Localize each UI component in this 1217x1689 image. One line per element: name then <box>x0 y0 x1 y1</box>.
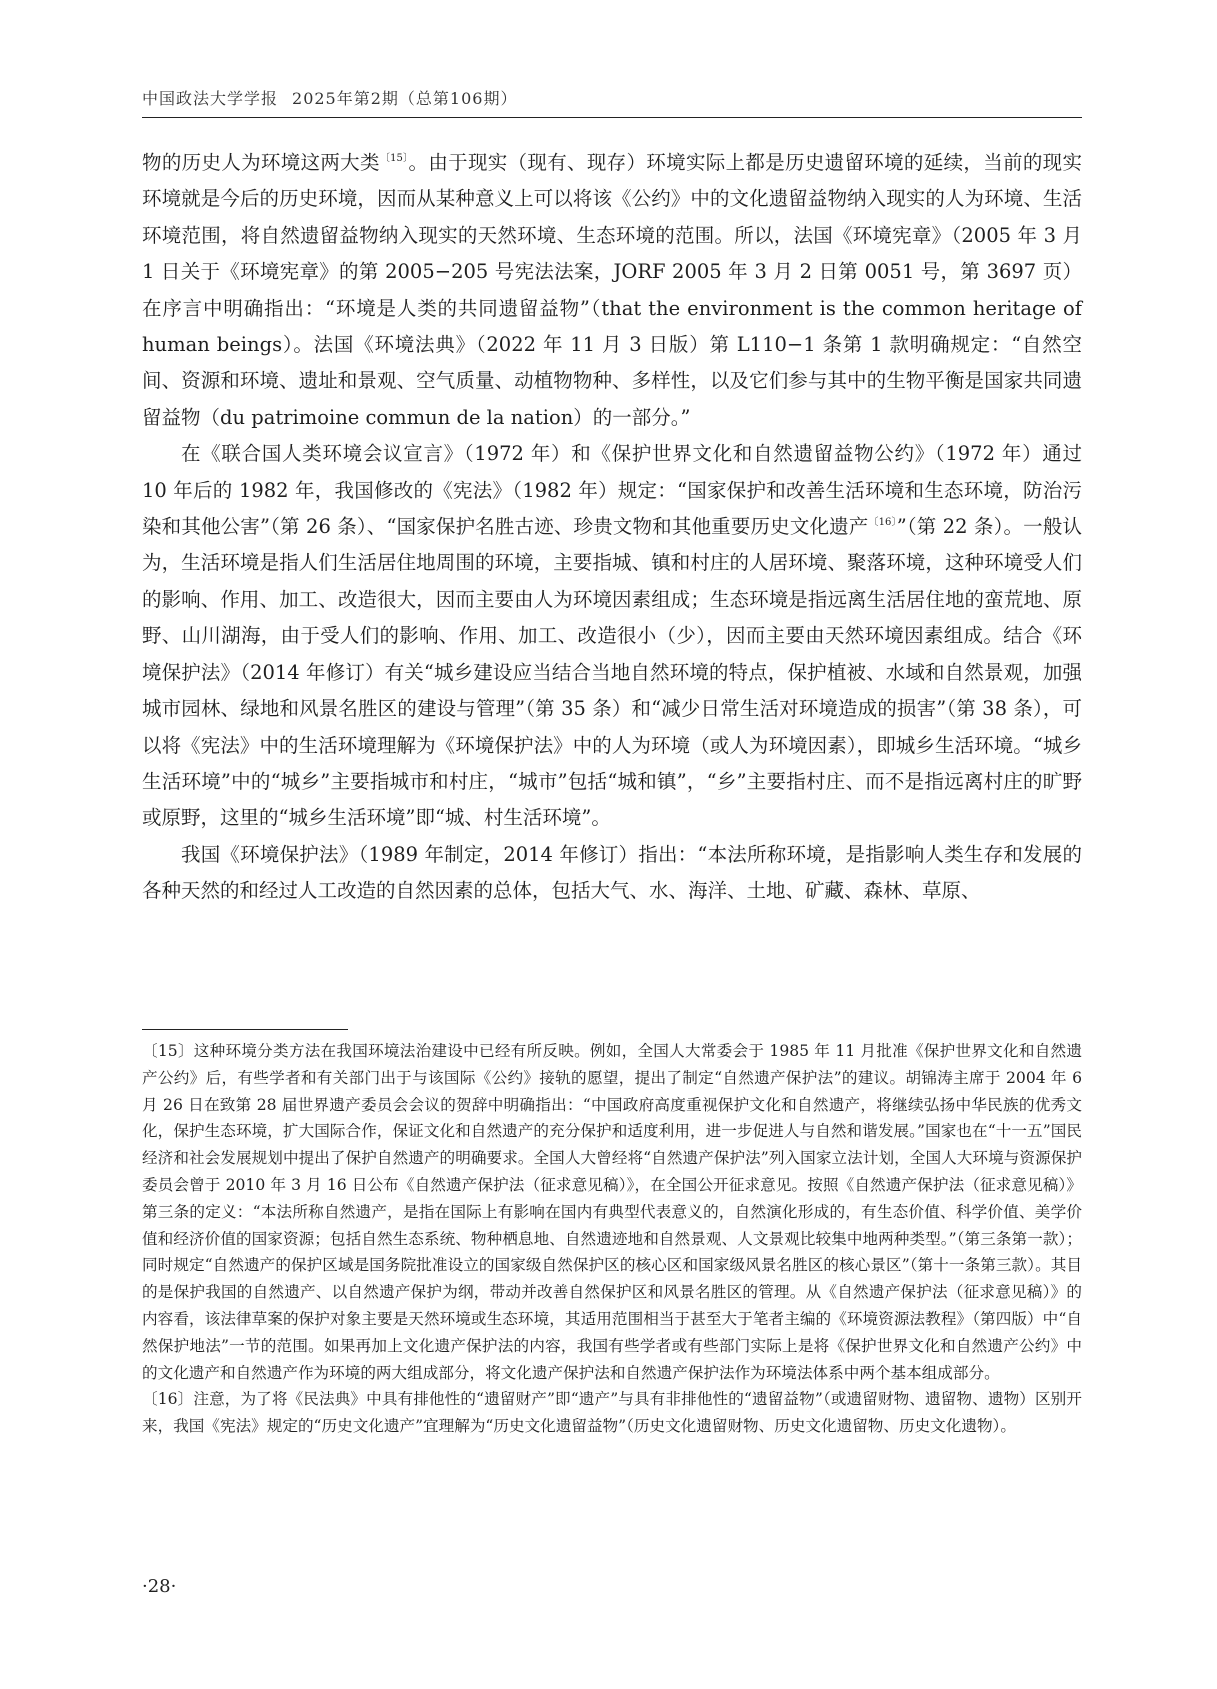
paragraph-3: 我国《环境保护法》（1989 年制定，2014 年修订）指出：“本法所称环境，是指影响人类生存和发展的各种天然的和经过人工改造的自然因素的总体，包括大气、水、海洋、土地、矿藏、森林、草原、 <box>142 842 1082 903</box>
paragraph-2-part-a: 在《联合国人类环境会议宣言》（1972 年）和《保护世界文化和自然遗留益物公约》（1972 年）通过 10 年后的 1982 年，我国修改的《宪法》（1982 年）规定：“国家保护和改善生活环境和生态环境，防治污染和其他公害”（第 26 条）、“国家保护名胜古迹、珍贵文物和其他重要历史文化遗产 <box>142 442 1082 539</box>
journal-name: 中国政法大学学报 <box>142 89 279 108</box>
footnote-ref-16: 〔16〕 <box>868 517 897 529</box>
paragraph-1 <box>142 145 1082 436</box>
header-rule <box>142 117 1082 118</box>
footnote-15: 〔15〕这种环境分类方法在我国环境法治建设中已经有所反映。例如，全国人大常委会于 1985 年 11 月批准《保护世界文化和自然遗产公约》后，有些学者和有关部门出于与该国际《公约》接轨的愿望，提出了制定“自然遗产保护法”的建议。胡锦涛主席于 2004 年 6 月 26 日在致第 28 届世界遗产委员会会议的贺辞中明确指出：“中国政府高度重视保护文化和自然遗产，将继续弘扬中华民族的优秀文化，保护生态环境，扩大国际合作，保证文化和自然遗产的充分保护和适度利用，进一步促进人与自然和谐发展。”国家也在“十一五”国民经济和社会发展规划中提出了保护自然遗产的明确要求。全国人大曾经将“自然遗产保护法”列入国家立法计划，全国人大环境与资源保护委员会曾于 2010 年 3 月 16 日公布《自然遗产保护法（征求意见稿）》，在全国公开征求意见。按照《自然遗产保护法（征求意见稿）》第三条的定义：“本法所称自然遗产，是指在国际上有影响在国内有典型代表意义的，自然演化形成的，有生态价值、科学价值、美学价值和经济价值的国家资源；包括自然生态系统、物种栖息地、自然遗迹地和自然景观、人文景观比较集中地两种类型。”（第三条第一款）；同时规定“自然遗产的保护区域是国务院批准设立的国家级自然保护区的核心区和国家级风景名胜区的核心景区”（第十一条第三款）。其目的是保护我国的自然遗产、以自然遗产保护为纲，带动并改善自然保护区和风景名胜区的管理。从《自然遗产保护法（征求意见稿）》的内容看，该法律草案的保护对象主要是天然环境或生态环境，其适用范围相当于甚至大于笔者主编的《环境资源法教程》（第四版）中“自然保护地法”一节的范围。如果再加上文化遗产保护法的内容，我国有些学者或有些部门实际上是将《保护世界文化和自然遗产公约》中的文化遗产和自然遗产作为环境的两大组成部分，将文化遗产保护法和自然遗产保护法作为环境法体系中两个基本组成部分。 <box>142 1042 1082 1382</box>
paragraph-1-part-a: 物的历史人为环境这两大类 <box>142 151 380 174</box>
footnote-ref-15: 〔15〕 <box>379 153 409 164</box>
footnote-16: 〔16〕注意，为了将《民法典》中具有排他性的“遗留财产”即“遗产”与具有非排他性的“遗留益物”（或遗留财物、遗留物、遗物）区别开来，我国《宪法》规定的“历史文化遗产”宜理解为“历史文化遗留益物”（历史文化遗留财物、历史文化遗留物、历史文化遗物）。 <box>142 1390 1082 1436</box>
issue-info: 2025年第2期（总第106期） <box>292 89 518 108</box>
page-number: ·28· <box>142 1576 177 1597</box>
footnotes <box>142 1038 1082 1440</box>
paragraph-2-part-b: ”（第 22 条）。一般认为，生活环境是指人们生活居住地周围的环境，主要指城、镇和村庄的人居环境、聚落环境，这种环境受人们的影响、作用、加工、改造很大，因而主要由人为环境因素组成；生态环境是指远离生活居住地的蛮荒地、原野、山川湖海，由于受人们的影响、作用、加工、改造很小（少），因而主要由天然环境因素组成。结合《环境保护法》（2014 年修订）有关“城乡建设应当结合当地自然环境的特点，保护植被、水域和自然景观，加强城市园林、绿地和风景名胜区的建设与管理”（第 35 条）和“减少日常生活对环境造成的损害”（第 38 条），可以将《宪法》中的生活环境理解为《环境保护法》中的人为环境（或人为环境因素），即城乡生活环境。“城乡生活环境”中的“城乡”主要指城市和村庄，“城市”包括“城和镇”，“乡”主要指村庄、而不是指远离村庄的旷野或原野，这里的“城乡生活环境”即“城、村生活环境”。 <box>142 515 1082 830</box>
running-head <box>142 86 1082 109</box>
body-text <box>142 145 1082 910</box>
paragraph-1-part-b: 。由于现实（现有、现存）环境实际上都是历史遗留环境的延续，当前的现实环境就是今后的历史环境，因而从某种意义上可以将该《公约》中的文化遗留益物纳入现实的人为环境、生活环境范围，将自然遗留益物纳入现实的天然环境、生态环境的范围。所以，法国《环境宪章》（2005 年 3 月 1 日关于《环境宪章》的第 2005−205 号宪法法案，JORF 2005 年 3 月 2 日第 0051 号，第 3697 页）在序言中明确指出：“环境是人类的共同遗留益物”（that the environment is the common heritage of human beings）。法国《环境法典》（2022 年 11 月 3 日版）第 L110−1 条第 1 款明确规定：“自然空间、资源和环境、遗址和景观、空气质量、动植物物种、多样性，以及它们参与其中的生物平衡是国家共同遗留益物（du patrimoine commun de la nation）的一部分。” <box>142 151 1082 429</box>
footnote-rule <box>142 1029 348 1030</box>
paragraph-2 <box>142 436 1082 836</box>
